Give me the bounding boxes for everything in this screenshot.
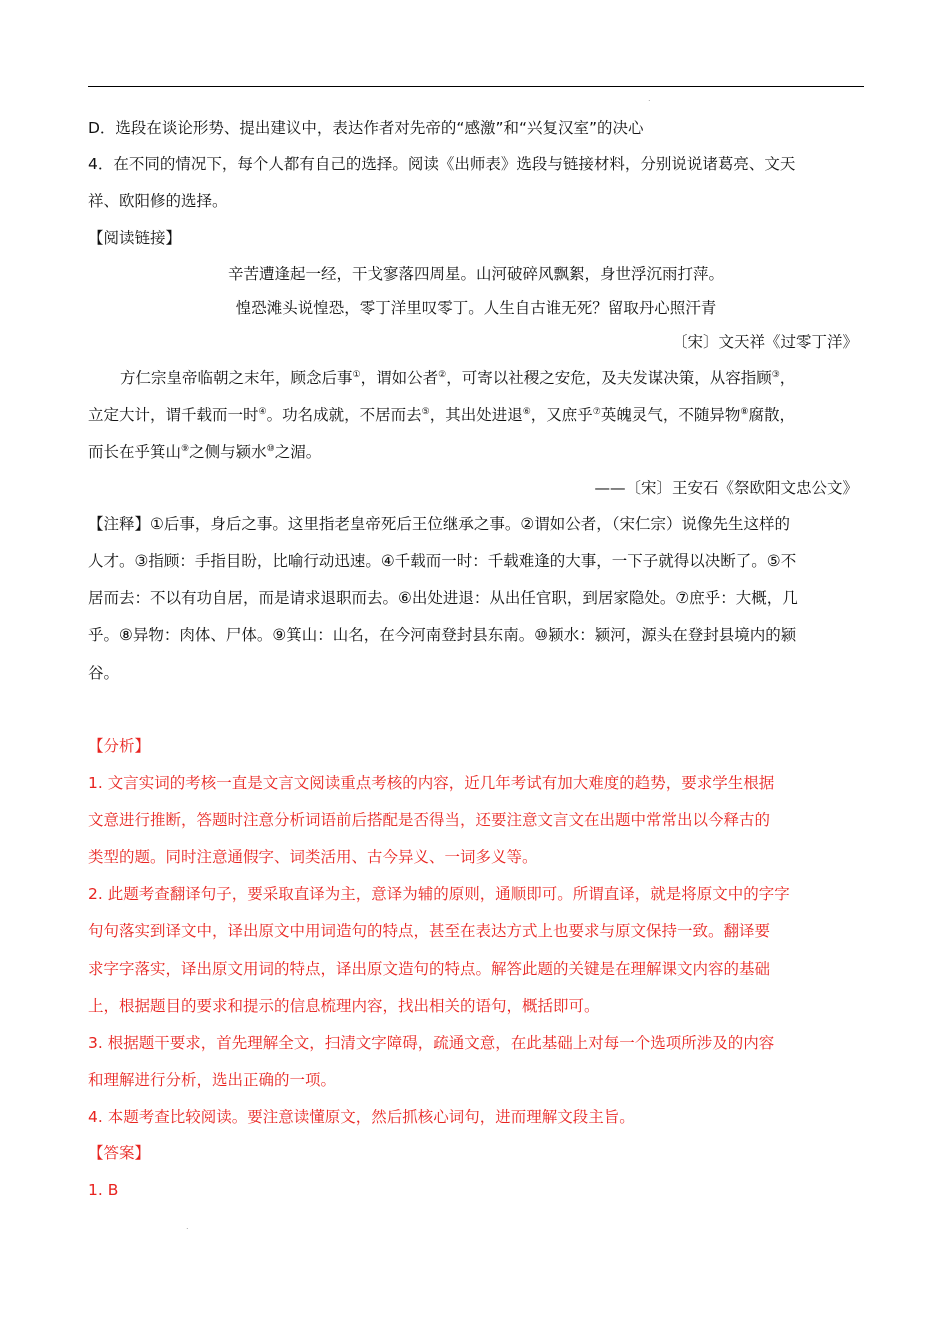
notes-line-4: 乎。⑧异物：肉体、尸体。⑨箕山：山名，在今河南登封县东南。⑩颍水：颍河，源头在登封县境内的颍 bbox=[88, 626, 797, 644]
note-ref-3: ③ bbox=[771, 370, 780, 380]
analysis-line: 1. 文言实词的考核一直是文言文阅读重点考核的内容，近几年考试有加大难度的趋势，要求学生根据 bbox=[88, 774, 775, 792]
note-ref-8: ⑧ bbox=[740, 407, 749, 417]
note-ref-5: ⑤ bbox=[421, 407, 430, 417]
scan-dot: . bbox=[648, 94, 651, 103]
note-ref-1: ① bbox=[352, 370, 361, 380]
note-ref-6: ⑥ bbox=[522, 407, 531, 417]
notes-line-3: 居而去：不以有功自居，而是请求退职而去。⑥出处进退：从出任官职，到居家隐处。⑦庶乎：大概，几 bbox=[88, 589, 798, 607]
answer-1: 1. B bbox=[88, 1181, 119, 1199]
prose-line-2: 立定大计，谓千载而一时④。功名成就，不居而去⑤，其出处进退⑥，又庶乎⑦英魄灵气，不随异物⑧腐散， bbox=[88, 406, 795, 424]
note-ref-10: ⑩ bbox=[266, 444, 275, 454]
analysis-heading: 【分析】 bbox=[88, 737, 151, 755]
poem-line-1: 辛苦遭逢起一经，干戈寥落四周星。山河破碎风飘絮，身世浮沉雨打萍。 bbox=[227, 265, 724, 283]
scan-dot: . bbox=[186, 1222, 189, 1231]
option-d: D．选段在谈论形势、提出建议中，表达作者对先帝的“感激”和“兴复汉室”的决心 bbox=[88, 119, 644, 137]
analysis-line: 3. 根据题干要求，首先理解全文，扫清文字障碍，疏通文意，在此基础上对每一个选项所涉及的内容 bbox=[88, 1034, 775, 1052]
note-ref-9: ⑨ bbox=[181, 444, 190, 454]
analysis-line: 和理解进行分析，选出正确的一项。 bbox=[88, 1071, 337, 1089]
prose-source: ——〔宋〕王安石《祭欧阳文忠公文》 bbox=[594, 479, 858, 497]
question-4-line-2: 祥、欧阳修的选择。 bbox=[88, 192, 228, 210]
analysis-line: 4. 本题考查比较阅读。要注意读懂原文，然后抓核心词句，进而理解文段主旨。 bbox=[88, 1108, 635, 1126]
answer-heading: 【答案】 bbox=[88, 1144, 151, 1162]
notes-line-5: 谷。 bbox=[88, 664, 120, 682]
prose-line-1: 方仁宗皇帝临朝之末年，顾念后事①，谓如公者②，可寄以社稷之安危，及夫发谋决策，从容指顾③， bbox=[120, 369, 796, 387]
notes-line-1: 【注释】①后事，身后之事。这里指老皇帝死后王位继承之事。②谓如公者，（宋仁宗）说像先生这样的 bbox=[88, 515, 791, 533]
analysis-line: 上，根据题目的要求和提示的信息梳理内容，找出相关的语句，概括即可。 bbox=[88, 997, 600, 1015]
analysis-line: 求字字落实，译出原文用词的特点，译出原文造句的特点。解答此题的关键是在理解课文内容的基础 bbox=[88, 960, 771, 978]
poem-line-2: 惶恐滩头说惶恐，零丁洋里叹零丁。人生自古谁无死？留取丹心照汗青 bbox=[235, 299, 717, 317]
question-4-line-1: 4．在不同的情况下，每个人都有自己的选择。阅读《出师表》选段与链接材料，分别说说诸葛亮、文天 bbox=[88, 155, 796, 173]
prose-line-3: 而长在乎箕山⑨之侧与颍水⑩之湄。 bbox=[88, 443, 322, 461]
reading-link-heading: 【阅读链接】 bbox=[88, 229, 182, 247]
note-ref-7: ⑦ bbox=[592, 407, 601, 417]
note-ref-2: ② bbox=[438, 370, 447, 380]
poem-source: 〔宋〕文天祥《过零丁洋》 bbox=[671, 333, 858, 351]
analysis-line: 2. 此题考查翻译句子，要采取直译为主，意译为辅的原则，通顺即可。所谓直译，就是将原文中的字字 bbox=[88, 885, 790, 903]
analysis-line: 类型的题。同时注意通假字、词类活用、古今异义、一词多义等。 bbox=[88, 848, 538, 866]
notes-line-2: 人才。③指顾：手指目盼，比喻行动迅速。④千载而一时：千载难逢的大事，一下子就得以决断了。⑤不 bbox=[88, 552, 797, 570]
note-ref-4: ④ bbox=[258, 407, 267, 417]
header-rule bbox=[88, 86, 864, 87]
analysis-line: 句句落实到译文中，译出原文中用词造句的特点，甚至在表达方式上也要求与原文保持一致。翻译要 bbox=[88, 922, 771, 940]
analysis-line: 文意进行推断，答题时注意分析词语前后搭配是否得当，还要注意文言文在出题中常常出以今释古的 bbox=[88, 811, 771, 829]
